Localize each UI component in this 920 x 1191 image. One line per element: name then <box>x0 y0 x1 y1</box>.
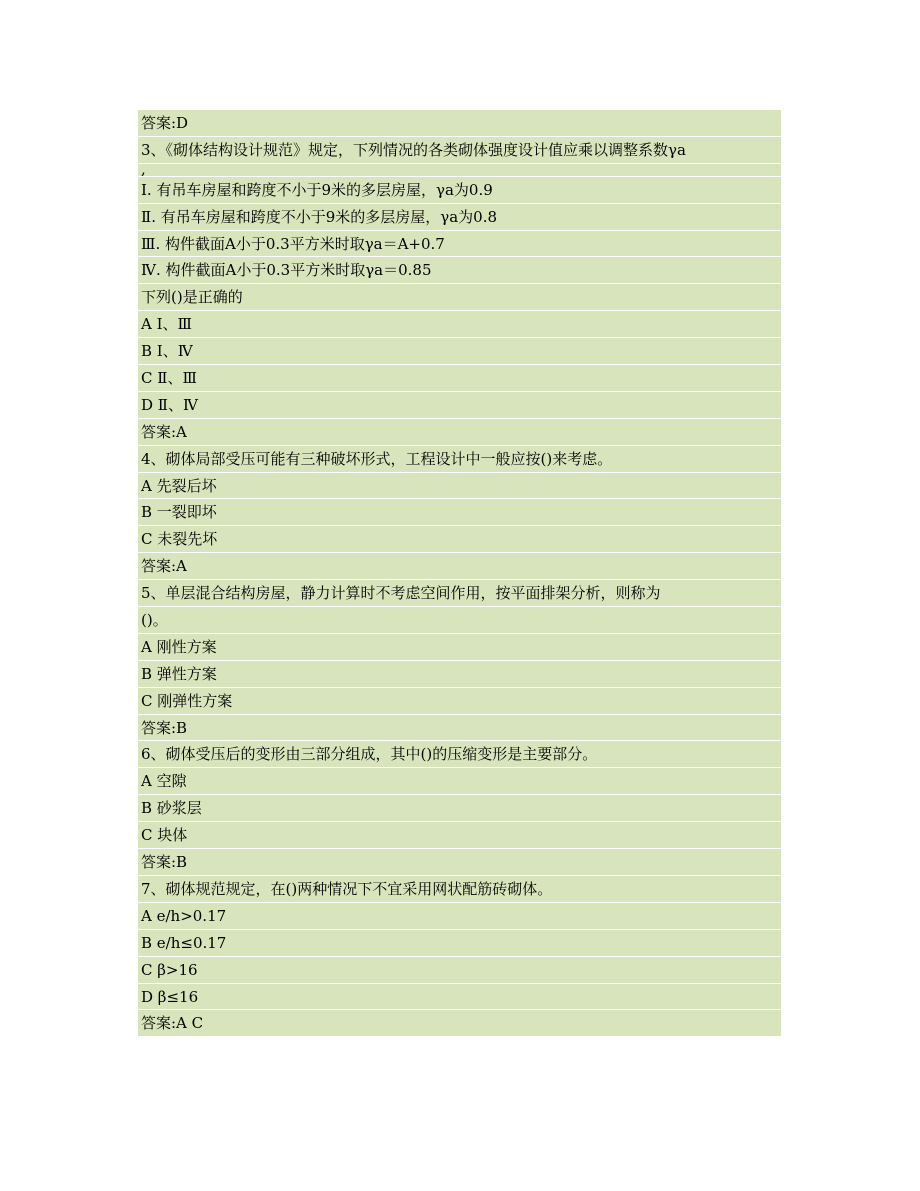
option-a: A 刚性方案 <box>138 634 781 661</box>
question-text: 4、砌体局部受压可能有三种破坏形式，工程设计中一般应按()来考虑。 <box>138 446 781 473</box>
answer-line: 答案:A C <box>138 1010 781 1037</box>
option-b: B e/h≤0.17 <box>138 930 781 957</box>
option-d: D β≤16 <box>138 984 781 1011</box>
option-a: A e/h>0.17 <box>138 903 781 930</box>
option-a: A 空隙 <box>138 768 781 795</box>
question-text: 7、砌体规范规定，在()两种情况下不宜采用网状配筋砖砌体。 <box>138 876 781 903</box>
answer-line: 答案:A <box>138 553 781 580</box>
option-a: A 先裂后坏 <box>138 473 781 500</box>
question-text: 3、《砌体结构设计规范》规定，下列情况的各类砌体强度设计值应乘以调整系数γa <box>138 137 781 164</box>
answer-line: 答案:D <box>138 110 781 137</box>
condition-item: Ⅰ. 有吊车房屋和跨度不小于9米的多层房屋，γa为0.9 <box>138 177 781 204</box>
option-c: C Ⅱ、Ⅲ <box>138 365 781 392</box>
answer-line: 答案:A <box>138 419 781 446</box>
option-c: C 块体 <box>138 822 781 849</box>
answer-line: 答案:B <box>138 715 781 742</box>
option-a: A Ⅰ、Ⅲ <box>138 311 781 338</box>
condition-item: Ⅱ. 有吊车房屋和跨度不小于9米的多层房屋，γa为0.8 <box>138 204 781 231</box>
question-text: ()。 <box>138 607 781 634</box>
option-b: B Ⅰ、Ⅳ <box>138 338 781 365</box>
option-d: D Ⅱ、Ⅳ <box>138 392 781 419</box>
question-text: 5、单层混合结构房屋，静力计算时不考虑空间作用，按平面排架分析，则称为 <box>138 580 781 607</box>
answer-line: 答案:B <box>138 849 781 876</box>
option-c: C β>16 <box>138 957 781 984</box>
question-prompt: 下列()是正确的 <box>138 284 781 311</box>
condition-item: Ⅳ. 构件截面A小于0.3平方米时取γa＝0.85 <box>138 257 781 284</box>
option-c: C 刚弹性方案 <box>138 688 781 715</box>
question-text: 6、砌体受压后的变形由三部分组成，其中()的压缩变形是主要部分。 <box>138 741 781 768</box>
condition-item: Ⅲ. 构件截面A小于0.3平方米时取γa＝A+0.7 <box>138 231 781 258</box>
option-b: B 砂浆层 <box>138 795 781 822</box>
option-b: B 一裂即坏 <box>138 499 781 526</box>
option-b: B 弹性方案 <box>138 661 781 688</box>
question-text: , <box>138 164 781 177</box>
option-c: C 未裂先坏 <box>138 526 781 553</box>
question-sheet <box>138 110 781 1037</box>
